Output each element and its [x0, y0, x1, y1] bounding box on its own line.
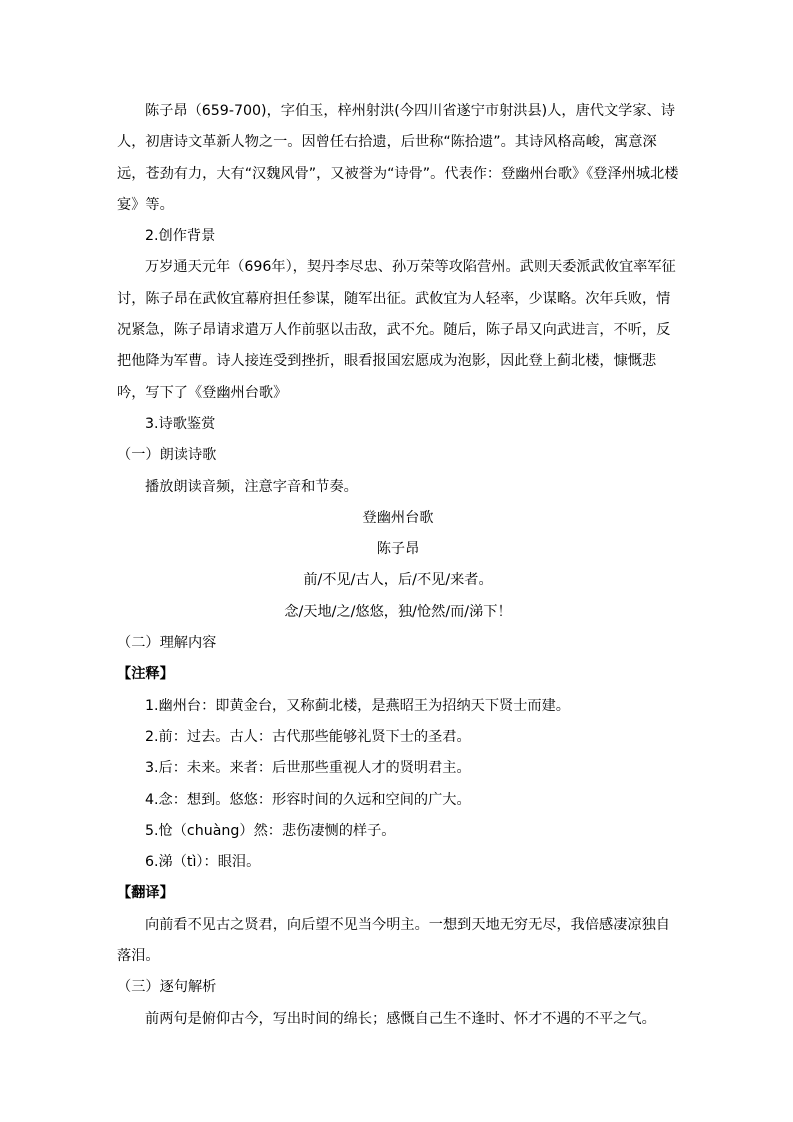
- poem-line-1: 前/不见/古人，后/不见/来者。: [303, 572, 493, 589]
- author-intro-paragraph: 陈子昂（659-700)，字伯玉，梓州射洪(今四川省遂宁市射洪县)人，唐代文学家、诗人，初唐诗文革新人物之一。因曾任右拾遗，后世称“陈拾遗”。其诗风格高峻，寓意深远，苍劲有力，大有“汉魏风骨”，又被誉为“诗骨”。代表作：登幽州台歌》《登泽州城北楼宴》等。: [117, 103, 679, 213]
- section-heading-background: 2.创作背景: [145, 228, 216, 245]
- poem-author: 陈子昂: [376, 541, 420, 558]
- analysis-paragraph: 前两句是俯仰古今，写出时间的绵长；感慨自己生不逢时、怀才不遇的不平之气。: [145, 1010, 656, 1027]
- note-item: 1.幽州台：即黄金台，又称蓟北楼，是燕昭王为招纳天下贤士而建。: [145, 697, 570, 714]
- translation-paragraph: 向前看不见古之贤君，向后望不见当今明主。一想到天地无穷无尽，我倍感凄凉独自落泪。: [117, 916, 670, 965]
- note-item: 4.念：想到。悠悠：形容时间的久远和空间的广大。: [145, 791, 471, 808]
- note-item: 6.涕（tì）：眼泪。: [145, 854, 261, 871]
- notes-heading: 【注释】: [117, 666, 174, 683]
- note-item: 2.前：过去。古人：古代那些能够礼贤下士的圣君。: [145, 728, 471, 745]
- background-paragraph: 万岁通天元年（696年），契丹李尽忠、孙万荣等攻陷营州。武则天委派武攸宜率军征讨，陈子昂在武攸宜幕府担任参谋，随军出征。武攸宜为人轻率，少谋略。次年兵败，情况紧急，陈子昂请求遣万人作前驱以击敌，武不允。随后，陈子昂又向武进言，不听，反把他降为军曹。诗人接连受到挫折，眼看报国宏愿成为泡影，因此登上蓟北楼，慷慨悲吟，写下了《登幽州台歌》: [117, 259, 676, 401]
- translation-heading: 【翻译】: [117, 885, 174, 902]
- document-content: [117, 96, 679, 1035]
- reading-instruction: 播放朗读音频，注意字音和节奏。: [145, 478, 358, 495]
- subheading-understanding: （二）理解内容: [117, 635, 217, 652]
- subheading-reading: （一）朗读诗歌: [117, 447, 217, 464]
- note-item: 3.后：未来。来者：后世那些重视人才的贤明君主。: [145, 760, 471, 777]
- poem-line-2: 念/天地/之/悠悠，独/怆然/而/涕下！: [284, 603, 512, 620]
- section-heading-appreciation: 3.诗歌鉴赏: [145, 415, 216, 432]
- note-item: 5.怆（chuàng）然：悲伤凄恻的样子。: [145, 822, 396, 839]
- subheading-analysis: （三）逐句解析: [117, 979, 217, 996]
- poem-title: 登幽州台歌: [362, 509, 434, 526]
